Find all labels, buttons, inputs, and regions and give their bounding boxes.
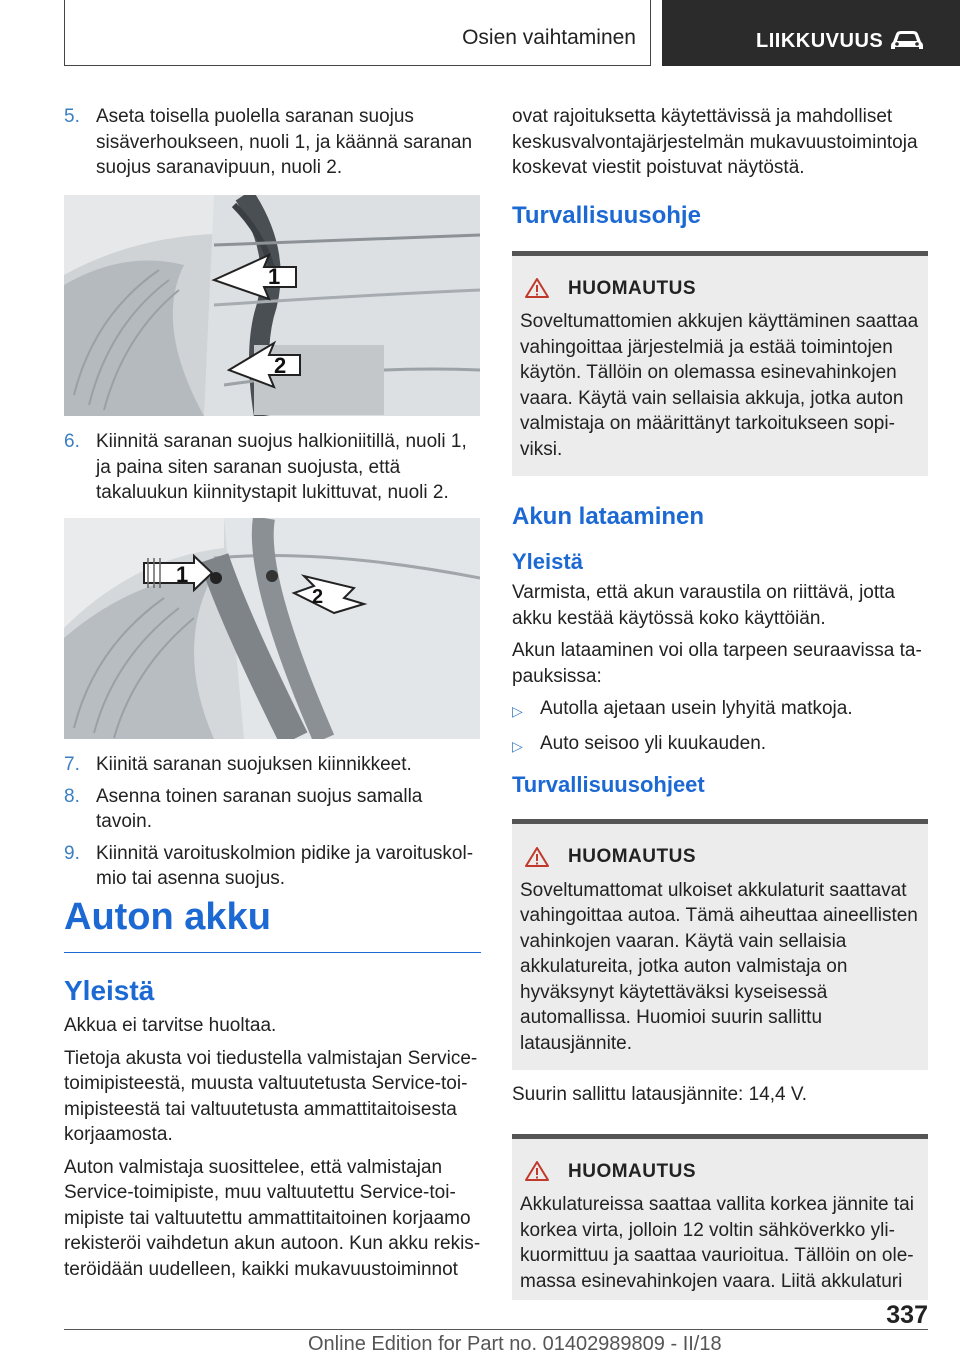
hinge-cover-photo-1: [64, 195, 480, 416]
warning-triangle-icon: [524, 277, 550, 299]
left-column-step6: [64, 429, 481, 506]
paragraph: Suurin sallittu latausjännite: 14,4 V.: [512, 1084, 808, 1105]
subheading-general-2: Yleistä: [512, 549, 583, 574]
heading-charging: Akun lataaminen: [512, 503, 705, 530]
header-chapter-tab: [662, 0, 960, 66]
photo2-arrow-label-2: 2: [312, 586, 324, 608]
step-text: Asenna toinen saranan suojus samalla tavoin.: [96, 785, 423, 832]
left-column: [64, 104, 481, 181]
list-item: [512, 696, 928, 725]
header-chapter-title: LIIKKUVUUS: [756, 30, 884, 52]
step-text: Kiinnitä varoituskolmion pidike ja varoituskolmio tai asenna suojus.: [96, 842, 474, 889]
step-9: [64, 841, 481, 892]
paragraph: Akkua ei tarvitse huoltaa.: [64, 1015, 277, 1036]
bullet-icon: ▷: [512, 737, 523, 754]
warning-text: Soveltumattomat ulkoiset akkulaturit saattavat vahingoittaa autoa. Tämä aiheuttaa aineellisten vahinkojen vaaran. Käytä vain sellaisia akkulatureita, jotka auton valmistaja on hyväksynyt käytettäväksi kyseisessä automallissa. Huomioi suurin sallittu latausjännite.: [520, 879, 918, 1054]
step-number: 8.: [64, 785, 80, 807]
section-heading-battery: Auton akku: [64, 894, 481, 953]
header-section-title: Osien vaihtaminen: [462, 26, 636, 49]
battery-section: [64, 894, 481, 1289]
heading-safety-2: Turvallisuusohjeet: [512, 772, 705, 797]
paragraph: Auton valmistaja suosittelee, että valmistajan Service-toimipiste, muu valtuutettu Service-toimipiste tai valtuutettu ammattitaitoinen korjaamo rekisteröi vaihdetun akun autoon. Kun akku rekisteröidään uudelleen, kaikki mukavuustoiminnot: [64, 1156, 481, 1280]
step-6: [64, 429, 481, 506]
step-number: 7.: [64, 754, 80, 775]
warning-triangle-icon: [524, 846, 550, 868]
car-icon: [889, 28, 925, 52]
warning-box-2: [512, 819, 928, 1070]
paragraph: Akun lataaminen voi olla tarpeen seuraavissa tapauksissa:: [512, 640, 922, 687]
step-5: [64, 104, 481, 181]
step-7: [64, 752, 481, 778]
warning-title: HUOMAUTUS: [568, 846, 696, 867]
heading-safety: Turvallisuusohje: [512, 201, 701, 229]
paragraph: ovat rajoituksetta käytettävissä ja mahdolliset keskusvalvontajärjestelmän mukavuustoimintoja koskevat viestit poistuvat näytöstä.: [512, 106, 918, 178]
list-item: [512, 731, 928, 760]
paragraph: Varmista, että akun varaustila on riittävä, jotta akku kestää käytössä koko käyttöiän.: [512, 582, 895, 629]
footer-edition: Online Edition for Part no. 01402989809 - II/18: [308, 1333, 722, 1355]
hinge-cover-photo-2: [64, 518, 480, 739]
list-item-text: Auto seisoo yli kuukauden.: [540, 732, 767, 754]
warning-triangle-icon: [524, 1160, 550, 1182]
step-text: Kiinnitä saranan suojus halkioniitillä, nuoli 1, ja paina siten saranan suojusta, että takaluukun kiinnitystapit lukittuvat, nuoli 2.: [96, 431, 467, 503]
step-number: 5.: [64, 106, 80, 127]
footer-divider: [64, 1329, 928, 1330]
warning-box-3: [512, 1134, 928, 1300]
page-number: 337: [886, 1301, 928, 1329]
photo1-arrow-label-1: 1: [268, 264, 281, 289]
warning-title: HUOMAUTUS: [568, 277, 696, 299]
list-item-text: Autolla ajetaan usein lyhyitä matkoja.: [540, 698, 853, 719]
warning-text: Soveltumattomien akkujen käyttäminen saattaa vahingoittaa järjestelmiä ja estää toimintojen käytön. Tällöin on olemassa esinevahinkojen vaara. Käytä vain sellaisia akkuja, jotka auton valmistaja on määrittänyt tarkoitukseen sopiviksi.: [520, 311, 919, 460]
paragraph: Tietoja akusta voi tiedustella valmistajan Service-toimipisteestä, muusta valtuutetusta Service-toimipisteestä tai valtuutetusta ammattitaitoisesta korjaamosta.: [64, 1047, 478, 1145]
photo1-arrow-label-2: 2: [274, 353, 287, 378]
step-8: [64, 784, 481, 835]
warning-text: Akkulatureissa saattaa vallita korkea jännite tai korkea virta, jolloin 12 voltin sähköverkko ylikuormittuu ja saattaa vaurioitua. Tällöin on olemassa esinevahinkojen vaara. Liitä akkulaturi: [520, 1194, 914, 1292]
warning-title: HUOMAUTUS: [568, 1160, 696, 1182]
warning-box-1: [512, 251, 928, 477]
right-column: [512, 104, 928, 1300]
step-text: Aseta toisella puolella saranan suojus sisäverhoukseen, nuoli 1, ja käännä saranan suojus saranavipuun, nuoli 2.: [96, 106, 473, 178]
step-number: 9.: [64, 842, 80, 864]
photo2-arrow-label-1: 1: [176, 562, 189, 587]
bullet-icon: ▷: [512, 703, 523, 719]
subheading-general: Yleistä: [64, 975, 155, 1006]
left-column-steps: [64, 752, 481, 892]
step-number: 6.: [64, 431, 80, 452]
step-text: Kiinitä saranan suojuksen kiinnikkeet.: [96, 754, 412, 775]
